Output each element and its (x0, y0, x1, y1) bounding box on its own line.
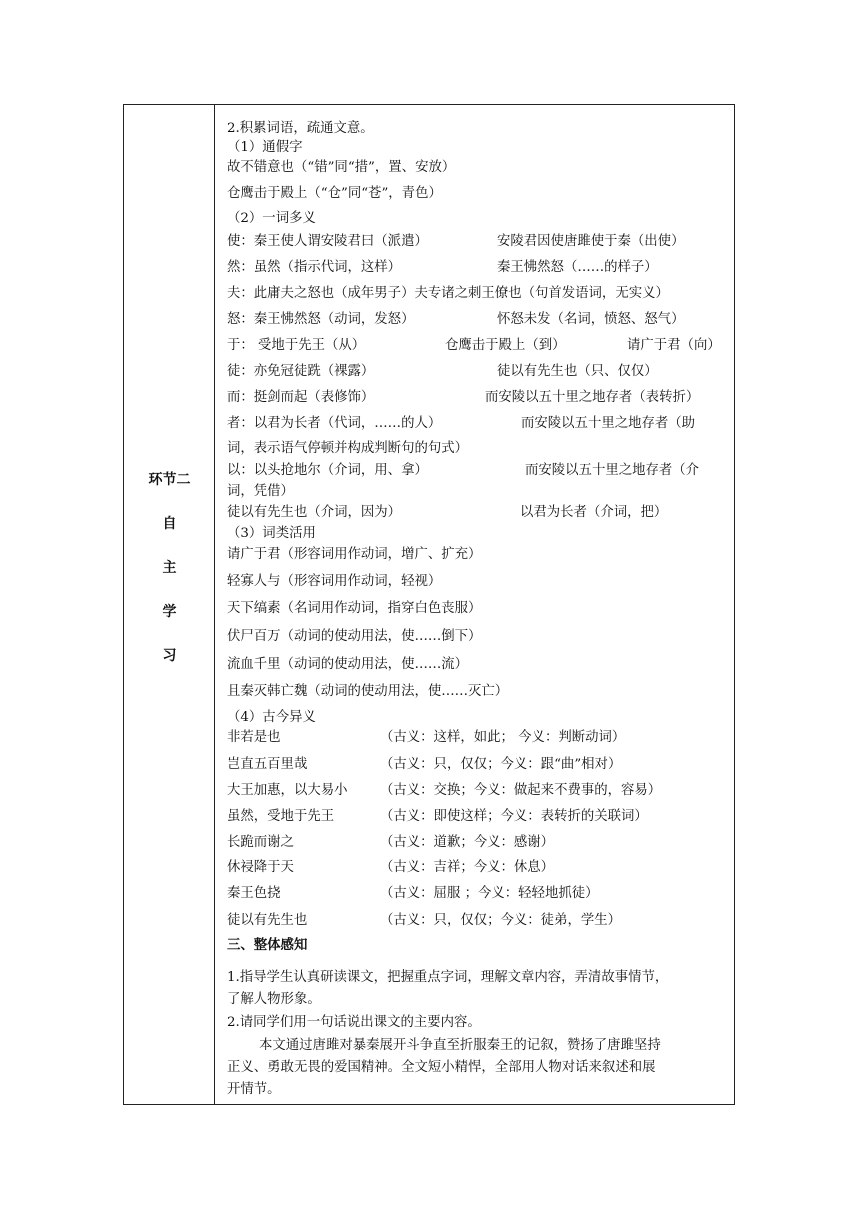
gujin-term: 大王加惠，以大易小 (227, 783, 348, 798)
cilei-item: 流血千里（动词的使动用法，使……流） (227, 657, 469, 672)
section-char: 主 (162, 560, 177, 576)
yici-row-col2: 徒以有先生也（只、仅仅） (497, 364, 658, 379)
yici-row: 词，表示语气停顿并构成判断句的句式） (227, 441, 469, 456)
gujin-term: 岂直五百里哉 (227, 757, 308, 772)
yici-row-col3: 请广于君（向） (627, 338, 721, 353)
tongjiazi-heading: （1）通假字 (227, 140, 303, 155)
gujin-meaning: （古义：交换；今义：做起来不费事的，容易） (380, 783, 662, 798)
yici-row: 于： 受地于先王（从） (227, 338, 366, 353)
cilei-item: 且秦灭韩亡魏（动词的使动用法，使……灭亡） (227, 684, 509, 699)
yici-row: 者：以君为长者（代词，……的人） (227, 416, 442, 431)
gujin-meaning: （古义：吉祥；今义：休息） (380, 860, 555, 875)
gujin-term: 非若是也 (227, 730, 281, 745)
lesson-table (123, 104, 735, 1105)
yici-row: 而：挺剑而起（表修饰） (227, 390, 375, 405)
tongjiazi-item: 故不错意也（“错”同“措”，置、安放） (227, 160, 456, 175)
yici-row: 然：虽然（指示代词，这样） (227, 260, 402, 275)
gujin-meaning: （古义：这样，如此； 今义：判断动词） (380, 730, 626, 745)
gujin-meaning: （古义：只，仅仅；今义：跟“曲”相对） (380, 757, 622, 772)
gujin-heading: （4）古今异义 (227, 710, 316, 725)
cilei-item: 请广于君（形容词用作动词，增广、扩充） (227, 547, 482, 562)
section-label: 环节二 (148, 472, 191, 488)
content-cell (215, 105, 734, 1104)
yici-row: 徒：亦免冠徒跣（裸露） (227, 364, 375, 379)
summary-line: 正义、勇敢无畏的爱国精神。全文短小精悍，全部用人物对话来叙述和展 (227, 1060, 656, 1075)
section-char: 自 (162, 516, 177, 532)
summary-line: 开情节。 (227, 1082, 281, 1097)
yici-row: 词，凭借） (227, 484, 294, 499)
yici-row-col2: 而安陵以五十里之地存者（助 (521, 416, 696, 431)
gujin-meaning: （古义：只，仅仅；今义：徒弟，学生） (380, 913, 622, 928)
cilei-item: 轻寡人与（形容词用作动词，轻视） (227, 574, 442, 589)
instruction-line: 1.指导学生认真研读课文，把握重点字词，理解文章内容，弄清故事情节， (227, 970, 669, 985)
yici-row-col2: 仓鹰击于殿上（到） (445, 338, 566, 353)
gujin-term: 秦王色挠 (227, 886, 281, 901)
perception-heading: 三、整体感知 (227, 938, 308, 953)
yici-heading: （2）一词多义 (227, 211, 316, 226)
yici-row-col2: 以君为长者（介词，把） (520, 505, 668, 520)
cilei-item: 伏尸百万（动词的使动用法，使……倒下） (227, 629, 482, 644)
summary-line: 本文通过唐雎对暴秦展开斗争直至折服秦王的记叙，赞扬了唐雎坚持 (259, 1038, 661, 1053)
gujin-term: 休祲降于天 (227, 860, 294, 875)
yici-row-col2: 安陵君因使唐雎使于秦（出使） (497, 234, 685, 249)
cilei-heading: （3）词类活用 (227, 526, 316, 541)
section-char: 习 (162, 648, 177, 664)
intro-line: 2.积累词语，疏通文意。 (227, 121, 374, 136)
yici-row: 使：秦王使人谓安陵君曰（派遣） (227, 234, 428, 249)
yici-row: 徒以有先生也（介词，因为） (227, 505, 402, 520)
section-cell (124, 105, 215, 1104)
gujin-meaning: （古义：屈服 ；今义：轻轻地抓徒） (380, 886, 599, 901)
instruction-line: 了解人物形象。 (227, 992, 321, 1007)
yici-row-col2: 而安陵以五十里之地存者（表转折） (485, 390, 700, 405)
instruction-line: 2.请同学们用一句话说出课文的主要内容。 (227, 1015, 481, 1030)
yici-row: 以：以头抢地尔（介词，用、拿） (227, 463, 428, 478)
gujin-term: 虽然，受地于先王 (227, 809, 335, 824)
gujin-meaning: （古义：即使这样；今义：表转折的关联词） (380, 809, 648, 824)
gujin-term: 徒以有先生也 (227, 913, 308, 928)
gujin-term: 长跪而谢之 (227, 835, 294, 850)
yici-row-col2: 而安陵以五十里之地存者（介 (525, 463, 700, 478)
section-char: 学 (162, 604, 177, 620)
yici-row-col2: 怀怒未发（名词，愤怒、怒气） (497, 312, 685, 327)
yici-row: 怒：秦王怫然怒（动词，发怒） (227, 312, 415, 327)
gujin-meaning: （古义：道歉；今义：感谢） (380, 835, 555, 850)
tongjiazi-item: 仓鹰击于殿上（“仓”同“苍”，青色） (227, 186, 442, 201)
yici-row: 夫：此庸夫之怒也（成年男子）夫专诸之刺王僚也（句首发语词，无实义） (227, 286, 669, 301)
yici-row-col2: 秦王怫然怒（……的样子） (497, 260, 658, 275)
cilei-item: 天下缟素（名词用作动词，指穿白色丧服） (227, 601, 482, 616)
